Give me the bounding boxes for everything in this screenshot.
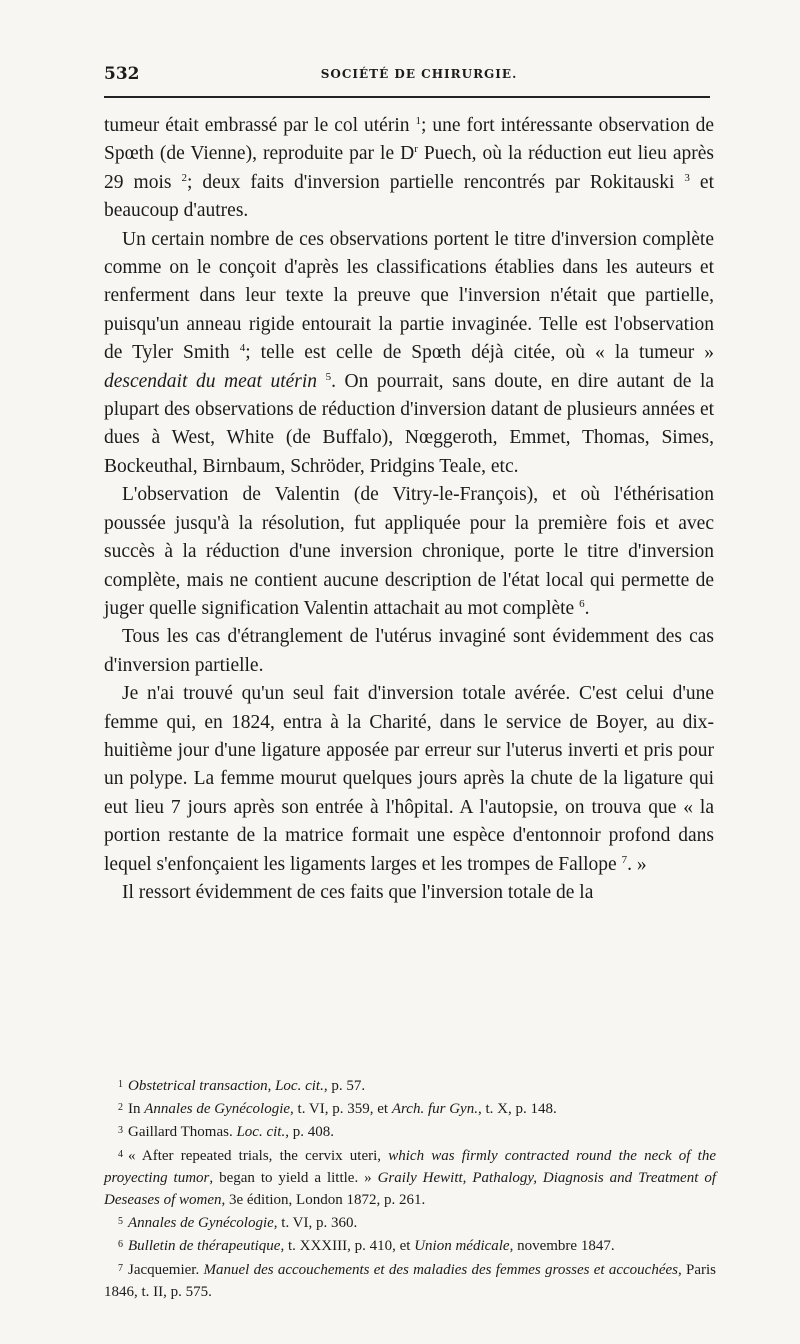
italic-run: which was firmly contracted round the neck of the proyecting tumor [104, 1147, 716, 1186]
italic-run: Graily Hewitt, Pathalogy, Diagnosis and Treatment of Deseases of women [104, 1169, 716, 1209]
footnote-number: 7 [118, 1262, 123, 1274]
text-run: , p. 408. [285, 1124, 334, 1141]
page-number: 532 [104, 64, 140, 84]
text-run: , t. VI, p. 360. [273, 1215, 358, 1232]
text-run: , began to yield a little. » [209, 1169, 378, 1186]
italic-run: Annales de Gynécologie [128, 1215, 274, 1232]
footnote-number: 6 [118, 1239, 123, 1251]
page-header [104, 60, 714, 86]
footnote-1 [104, 1074, 716, 1097]
text-run: , 3e édition, London 1872, p. 261. [221, 1192, 426, 1209]
body-text [104, 112, 714, 907]
footnote-6 [104, 1234, 716, 1257]
footnote-number: 4 [118, 1148, 123, 1160]
italic-run: Bulletin de thérapeutique [128, 1238, 281, 1255]
text-run: Gaillard Thomas. [128, 1124, 237, 1141]
paragraph-6: Il ressort évidemment de ces faits que l'inversion totale de la [122, 881, 594, 903]
italic-run: Manuel des accouchements et des maladies des femmes grosses et accouchées [203, 1261, 678, 1278]
text-run: « After repeated trials, the cervix uteri, [128, 1147, 389, 1164]
footnote-ref: 7 [621, 853, 628, 866]
footnote-number: 2 [118, 1102, 123, 1114]
paragraph-4: Tous les cas d'étranglement de l'utérus invaginé sont évidemment des cas d'inversion partielle. [104, 626, 714, 676]
footnote-5 [104, 1211, 716, 1234]
text-run: Puech, où la réduction eut lieu après 29 mois [104, 143, 714, 193]
footnote-ref: 4 [239, 342, 246, 355]
footnote-number: 1 [118, 1079, 123, 1090]
text-run: , t. X, p. 148. [477, 1101, 557, 1118]
text-run: . [584, 597, 590, 619]
italic-run: Union médicale [414, 1238, 510, 1255]
footnote-ref: 1 [415, 115, 421, 127]
footnote-ref: 2 [181, 171, 187, 184]
footnote-ref: 3 [684, 171, 690, 184]
italic-run: Obstetrical transaction, Loc. cit. [128, 1078, 324, 1094]
italic-run: Loc. cit. [236, 1124, 286, 1141]
text-run: ; deux faits d'inversion partielle rencontrés par Rokitauski [186, 171, 685, 193]
footnote-7 [104, 1258, 716, 1303]
text-run: tumeur était embrassé par le col utérin [104, 115, 416, 136]
paragraph-5 [104, 680, 714, 879]
paragraph-2 [104, 226, 714, 482]
superscript: r [414, 143, 418, 156]
footnote-2 [104, 1097, 716, 1120]
text-run: L'observation de Valentin (de Vitry-le-François), et où l'éthérisation poussée jusqu'à la résolution, fut appliquée pour la première fois et avec succès à la réduction d'une inversion chronique, porte le titre d'inversion complète, mais ne contient aucune description de l'état local qui permette de juger quelle signification Valentin attachait au mot complète [104, 484, 714, 619]
footnote-number: 3 [118, 1125, 123, 1137]
italic-run: Annales de Gynécologie [144, 1101, 291, 1118]
header-rule [104, 96, 710, 98]
text-run: , novembre 1847. [509, 1238, 615, 1255]
text-run: Je n'ai trouvé qu'un seul fait d'inversion totale avérée. C'est celui d'une femme qui, en 1824, entra à la Charité, dans le service de Boyer, au dix-huitième jour d'une ligature apposée par erreur sur l'uterus inverti et pris pour un polype. La femme mourut quelques jours après la chute de la ligature qui eut lieu 7 jours après son entrée à l'hôpital. A l'autopsie, on trouva que « la portion restante de la matrice formait une espèce d'entonnoir profond dans lequel s'enfonçaient les ligaments larges et les trompes de Fallope [104, 683, 714, 875]
text-run: et beaucoup d'autres. [104, 171, 714, 222]
running-title: SOCIÉTÉ DE CHIRURGIE. [320, 67, 518, 81]
text-run: Jacquemier. [128, 1261, 204, 1278]
paragraph-1 [104, 112, 714, 226]
text-run: , t. XXXIII, p. 410, et [280, 1238, 415, 1255]
footnote-3 [104, 1120, 716, 1143]
text-run: . On pourrait, sans doute, en dire autant de la plupart des observations de réduction d'inversion datant de plusieurs années et dues à West, White (de Buffalo), Nœggeroth, Emmet, Thomas, Simes, Bockeuthal, Birnbaum, Schröder, Pridgins Teale, etc. [104, 370, 715, 477]
italic-run: descendait du meat utérin [104, 370, 318, 392]
text-run: , Paris 1846, t. II, p. 575. [104, 1261, 717, 1300]
footnote-ref: 5 [325, 370, 332, 383]
text-run: , p. 57. [323, 1078, 366, 1094]
text-run: ; telle est celle de Spœth déjà citée, où « la tumeur » [245, 342, 714, 364]
text-run: Un certain nombre de ces observations portent le titre d'inversion complète comme on le conçoit d'après les classifications établies dans les auteurs et renferment dans leur texte la preuve que l'inversion n'était que partielle, puisqu'un anneau rigide entourait la partie invaginée. Telle est l'observation de Tyler Smith [104, 228, 714, 364]
italic-run: Arch. fur Gyn. [391, 1101, 478, 1118]
paragraph-3 [104, 481, 714, 623]
footnote-ref: 6 [579, 597, 585, 610]
text-run: . » [627, 853, 647, 875]
text-run: In [128, 1101, 145, 1118]
footnote-4 [104, 1144, 716, 1212]
text-run: , t. VI, p. 359, et [290, 1101, 392, 1118]
footnotes [104, 1074, 716, 1303]
footnote-number: 5 [118, 1216, 123, 1228]
text-run: ; une fort intéressante observation de Spœth (de Vienne), reproduite par le D [104, 115, 714, 165]
